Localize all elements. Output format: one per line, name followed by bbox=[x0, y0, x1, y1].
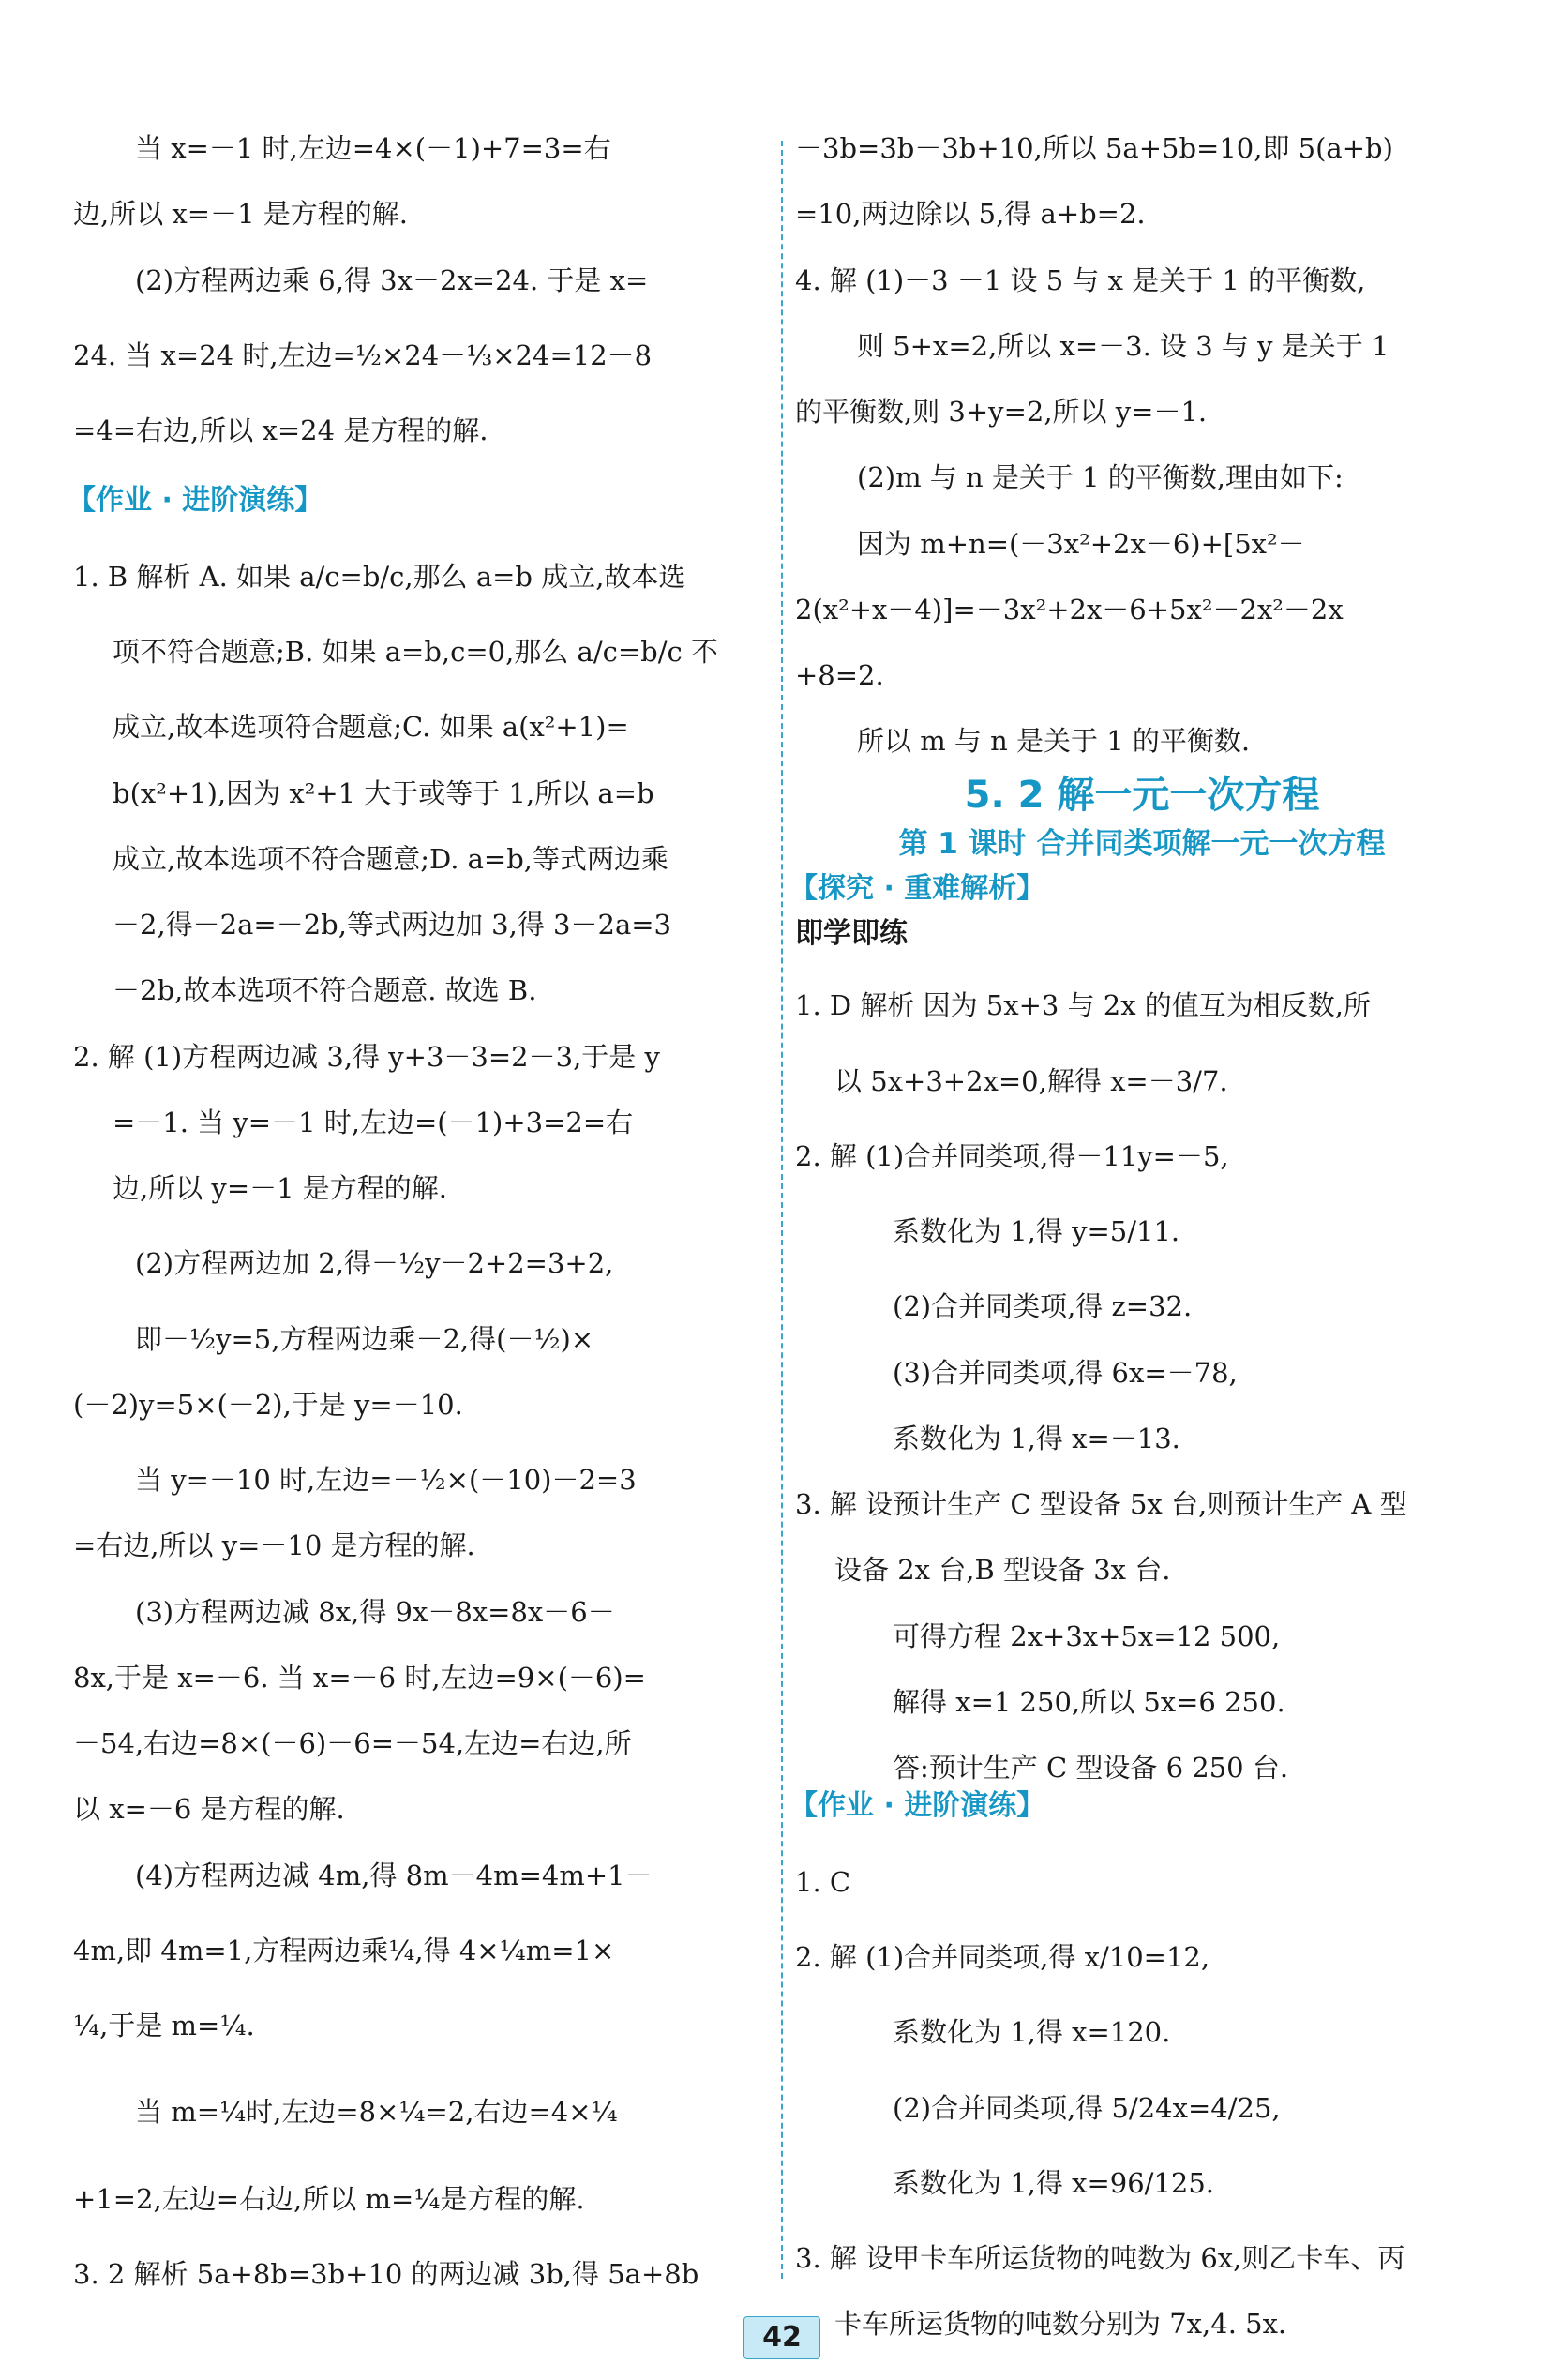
text-line: 1. D 解析 因为 5x+3 与 2x 的值互为相反数,所 bbox=[795, 989, 1372, 1022]
text-line: 1. B 解析 A. 如果 a/c=b/c,那么 a=b 成立,故本选 bbox=[73, 560, 686, 593]
section-heading: 【作业 · 进阶演练】 bbox=[789, 1789, 1045, 1823]
text-line: 2(x²+x－4)]=－3x²+2x－6+5x²－2x²－2x bbox=[795, 593, 1344, 625]
text-line: +1=2,左边=右边,所以 m=¼是方程的解. bbox=[73, 2182, 585, 2215]
text-line: 因为 m+n=(－3x²+2x－6)+[5x²－ bbox=[857, 527, 1305, 560]
text-line: 所以 m 与 n 是关于 1 的平衡数. bbox=[857, 725, 1251, 758]
text-line: 卡车所运货物的吨数分别为 7x,4. 5x. bbox=[834, 2308, 1287, 2341]
text-line: 4. 解 (1)－3 －1 设 5 与 x 是关于 1 的平衡数, bbox=[795, 264, 1366, 296]
text-line: (2)方程两边加 2,得－½y－2+2=3+2, bbox=[135, 1247, 614, 1280]
text-line: 当 m=¼时,左边=8×¼=2,右边=4×¼ bbox=[135, 2096, 618, 2129]
text-line: 的平衡数,则 3+y=2,所以 y=－1. bbox=[795, 396, 1208, 428]
text-line: 系数化为 1,得 x=－13. bbox=[893, 1422, 1180, 1454]
text-line: (2)方程两边乘 6,得 3x－2x=24. 于是 x= bbox=[135, 264, 649, 296]
text-line: (2)合并同类项,得 z=32. bbox=[893, 1290, 1193, 1323]
text-line: 则 5+x=2,所以 x=－3. 设 3 与 y 是关于 1 bbox=[857, 329, 1389, 362]
right-column bbox=[789, 131, 1489, 2342]
section-heading: 【探究 · 重难解析】 bbox=[789, 872, 1045, 906]
text-line: 可得方程 2x+3x+5x=12 500, bbox=[893, 1619, 1281, 1652]
text-line: 当 x=－1 时,左边=4×(－1)+7=3=右 bbox=[135, 132, 611, 164]
text-line: 以 x=－6 是方程的解. bbox=[73, 1793, 345, 1826]
text-line: =4=右边,所以 x=24 是方程的解. bbox=[73, 414, 488, 446]
text-line: 当 y=－10 时,左边=－½×(－10)－2=3 bbox=[135, 1464, 637, 1496]
text-line: 1. C bbox=[795, 1865, 851, 1898]
text-line: (2)合并同类项,得 5/24x=4/25, bbox=[893, 2091, 1281, 2124]
text-line: 2. 解 (1)合并同类项,得－11y=－5, bbox=[795, 1139, 1229, 1172]
section-title: 5. 2 解一元一次方程 bbox=[964, 773, 1320, 817]
text-line: ¼,于是 m=¼. bbox=[73, 2010, 255, 2041]
text-line: －3b=3b－3b+10,所以 5a+5b=10,即 5(a+b) bbox=[795, 132, 1393, 164]
text-line: 2. 解 (1)合并同类项,得 x/10=12, bbox=[795, 1941, 1210, 1973]
text-line: 2. 解 (1)方程两边减 3,得 y+3－3=2－3,于是 y bbox=[73, 1040, 660, 1073]
text-line: 3. 解 设甲卡车所运货物的吨数为 6x,则乙卡车、丙 bbox=[795, 2242, 1405, 2274]
lesson-title: 第 1 课时 合并同类项解一元一次方程 bbox=[898, 826, 1386, 861]
text-line: 系数化为 1,得 x=96/125. bbox=[893, 2166, 1215, 2199]
text-line: (3)方程两边减 8x,得 9x－8x=8x－6－ bbox=[135, 1595, 615, 1628]
text-line: 3. 2 解析 5a+8b=3b+10 的两边减 3b,得 5a+8b bbox=[73, 2257, 699, 2290]
text-line: +8=2. bbox=[795, 659, 884, 691]
text-line: 边,所以 y=－1 是方程的解. bbox=[113, 1172, 448, 1204]
section-heading: 【作业 · 进阶演练】 bbox=[68, 484, 323, 518]
column-divider bbox=[781, 141, 783, 2279]
text-line: 以 5x+3+2x=0,解得 x=－3/7. bbox=[834, 1064, 1228, 1097]
text-line: 设备 2x 台,B 型设备 3x 台. bbox=[834, 1554, 1171, 1587]
text-line: 即－½y=5,方程两边乘－2,得(－½)× bbox=[135, 1322, 594, 1355]
text-line: 项不符合题意;B. 如果 a=b,c=0,那么 a/c=b/c 不 bbox=[113, 636, 718, 668]
text-line: 边,所以 x=－1 是方程的解. bbox=[73, 198, 408, 231]
text-line: 3. 解 设预计生产 C 型设备 5x 台,则预计生产 A 型 bbox=[795, 1488, 1407, 1520]
text-line: 成立,故本选项符合题意;C. 如果 a(x²+1)= bbox=[113, 711, 629, 744]
text-line: (3)合并同类项,得 6x=－78, bbox=[893, 1356, 1238, 1389]
text-line: －2,得－2a=－2b,等式两边加 3,得 3－2a=3 bbox=[113, 909, 671, 941]
text-line: (2)m 与 n 是关于 1 的平衡数,理由如下: bbox=[857, 461, 1344, 494]
text-line: =－1. 当 y=－1 时,左边=(－1)+3=2=右 bbox=[113, 1106, 634, 1138]
page-number: 42 bbox=[743, 2316, 820, 2359]
text-line: 答:预计生产 C 型设备 6 250 台. bbox=[893, 1752, 1289, 1784]
text-line: 24. 当 x=24 时,左边=½×24－⅓×24=12－8 bbox=[73, 339, 653, 371]
text-line: (－2)y=5×(－2),于是 y=－10. bbox=[73, 1388, 463, 1421]
text-line: (4)方程两边减 4m,得 8m－4m=4m+1－ bbox=[135, 1859, 653, 1891]
text-line: 8x,于是 x=－6. 当 x=－6 时,左边=9×(－6)= bbox=[73, 1661, 646, 1694]
text-line: 4m,即 4m=1,方程两边乘¼,得 4×¼m=1× bbox=[73, 1934, 615, 1966]
text-line: 成立,故本选项不符合题意;D. a=b,等式两边乘 bbox=[113, 842, 669, 875]
text-line: －2b,故本选项不符合题意. 故选 B. bbox=[113, 974, 537, 1007]
text-line: =右边,所以 y=－10 是方程的解. bbox=[73, 1529, 475, 1562]
subheading: 即学即练 bbox=[795, 916, 908, 950]
text-line: 系数化为 1,得 y=5/11. bbox=[893, 1215, 1180, 1247]
text-line: 系数化为 1,得 x=120. bbox=[893, 2016, 1171, 2049]
left-column bbox=[68, 131, 767, 2291]
text-line: 解得 x=1 250,所以 5x=6 250. bbox=[893, 1685, 1285, 1718]
text-line: =10,两边除以 5,得 a+b=2. bbox=[795, 198, 1146, 231]
text-line: b(x²+1),因为 x²+1 大于或等于 1,所以 a=b bbox=[113, 776, 654, 809]
text-line: －54,右边=8×(－6)－6=－54,左边=右边,所 bbox=[73, 1727, 632, 1759]
